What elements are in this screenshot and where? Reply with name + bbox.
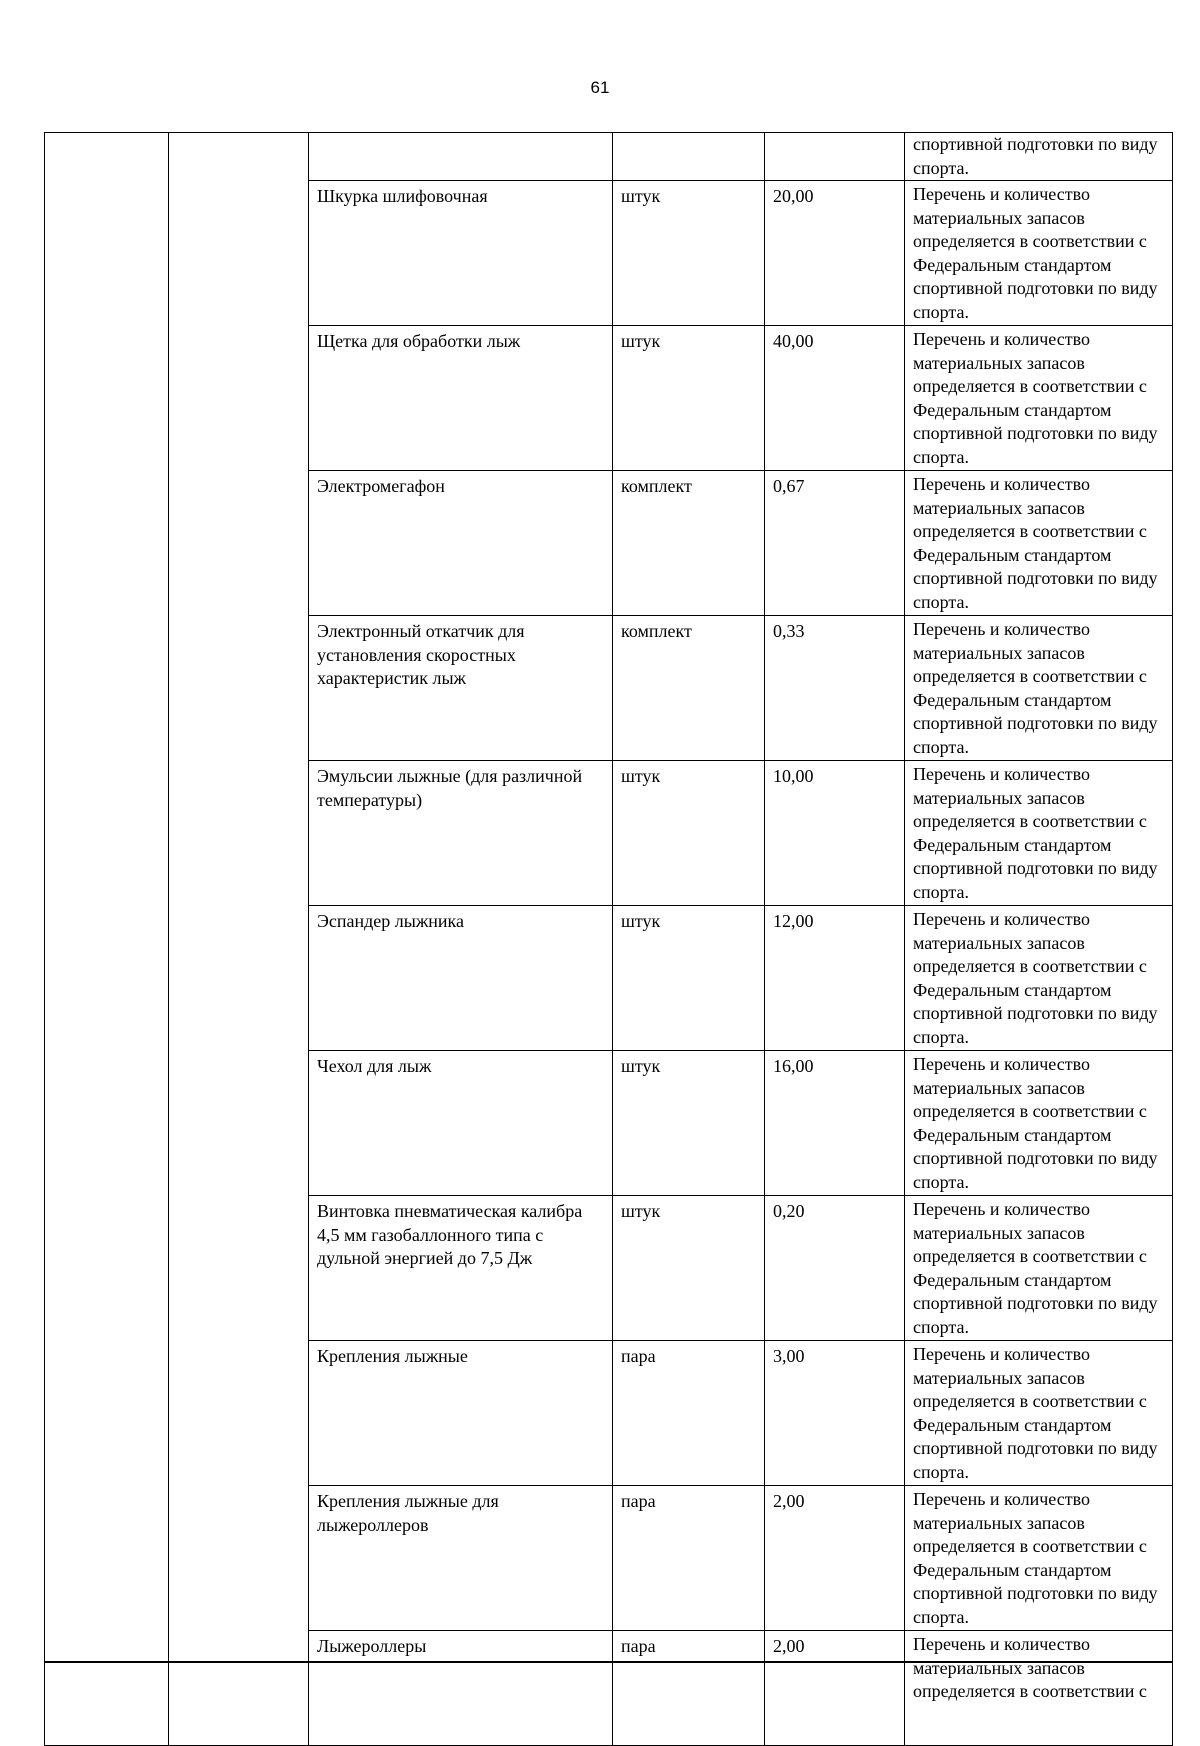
table-container bbox=[44, 132, 1172, 1701]
quantity-cell: 2,00 bbox=[765, 1631, 905, 1746]
quantity-cell: 16,00 bbox=[765, 1051, 905, 1196]
unit-cell: штук bbox=[613, 1196, 765, 1341]
unit-cell: штук bbox=[613, 1051, 765, 1196]
note-cell: Перечень и количество материальных запасов определяется в соответствии с bbox=[905, 1631, 1173, 1746]
quantity-cell: 0,67 bbox=[765, 471, 905, 616]
item-name-cell: Эспандер лыжника bbox=[309, 906, 613, 1051]
note-cell: Перечень и количество материальных запасов определяется в соответствии с Федеральным стандартом спортивной подготовки по виду спорта. bbox=[905, 1486, 1173, 1631]
unit-cell: штук bbox=[613, 326, 765, 471]
unit-cell: комплект bbox=[613, 471, 765, 616]
item-name-cell: Шкурка шлифовочная bbox=[309, 181, 613, 326]
note-cell: Перечень и количество материальных запасов определяется в соответствии с Федеральным стандартом спортивной подготовки по виду спорта. bbox=[905, 471, 1173, 616]
quantity-cell: 3,00 bbox=[765, 1341, 905, 1486]
item-name-cell: Лыжероллеры bbox=[309, 1631, 613, 1746]
unit-cell: пара bbox=[613, 1631, 765, 1746]
item-name-cell: Крепления лыжные для лыжероллеров bbox=[309, 1486, 613, 1631]
note-cell: Перечень и количество материальных запасов определяется в соответствии с Федеральным стандартом спортивной подготовки по виду спорта. bbox=[905, 1196, 1173, 1341]
note-cell: Перечень и количество материальных запасов определяется в соответствии с Федеральным стандартом спортивной подготовки по виду спорта. bbox=[905, 181, 1173, 326]
unit-cell: комплект bbox=[613, 616, 765, 761]
unit-cell: пара bbox=[613, 1486, 765, 1631]
note-cell: Перечень и количество материальных запасов определяется в соответствии с Федеральным стандартом спортивной подготовки по виду спорта. bbox=[905, 616, 1173, 761]
column-2-merged-cell bbox=[169, 133, 309, 1746]
note-cell: Перечень и количество материальных запасов определяется в соответствии с Федеральным стандартом спортивной подготовки по виду спорта. bbox=[905, 906, 1173, 1051]
note-cell: Перечень и количество материальных запасов определяется в соответствии с Федеральным стандартом спортивной подготовки по виду спорта. bbox=[905, 761, 1173, 906]
item-name-cell bbox=[309, 133, 613, 181]
note-cell: Перечень и количество материальных запасов определяется в соответствии с Федеральным стандартом спортивной подготовки по виду спорта. bbox=[905, 326, 1173, 471]
unit-cell bbox=[613, 133, 765, 181]
table-body bbox=[45, 133, 1173, 1746]
unit-cell: пара bbox=[613, 1341, 765, 1486]
item-name-cell: Эмульсии лыжные (для различной температуры) bbox=[309, 761, 613, 906]
item-name-cell: Щетка для обработки лыж bbox=[309, 326, 613, 471]
quantity-cell: 0,20 bbox=[765, 1196, 905, 1341]
note-cell: спортивной подготовки по виду спорта. bbox=[905, 133, 1173, 181]
quantity-cell: 2,00 bbox=[765, 1486, 905, 1631]
unit-cell: штук bbox=[613, 761, 765, 906]
quantity-cell bbox=[765, 133, 905, 181]
item-name-cell: Винтовка пневматическая калибра 4,5 мм газобаллонного типа с дульной энергией до 7,5 Дж bbox=[309, 1196, 613, 1341]
unit-cell: штук bbox=[613, 181, 765, 326]
materials-table bbox=[44, 132, 1173, 1746]
page-number: 61 bbox=[590, 78, 610, 97]
quantity-cell: 20,00 bbox=[765, 181, 905, 326]
quantity-cell: 10,00 bbox=[765, 761, 905, 906]
table-row-continuation bbox=[45, 133, 1173, 181]
item-name-cell: Крепления лыжные bbox=[309, 1341, 613, 1486]
note-cell: Перечень и количество материальных запасов определяется в соответствии с Федеральным стандартом спортивной подготовки по виду спорта. bbox=[905, 1341, 1173, 1486]
quantity-cell: 0,33 bbox=[765, 616, 905, 761]
quantity-cell: 12,00 bbox=[765, 906, 905, 1051]
note-cell: Перечень и количество материальных запасов определяется в соответствии с Федеральным стандартом спортивной подготовки по виду спорта. bbox=[905, 1051, 1173, 1196]
unit-cell: штук bbox=[613, 906, 765, 1051]
quantity-cell: 40,00 bbox=[765, 326, 905, 471]
item-name-cell: Электронный откатчик для установления скоростных характеристик лыж bbox=[309, 616, 613, 761]
item-name-cell: Чехол для лыж bbox=[309, 1051, 613, 1196]
item-name-cell: Электромегафон bbox=[309, 471, 613, 616]
column-1-merged-cell bbox=[45, 133, 169, 1746]
